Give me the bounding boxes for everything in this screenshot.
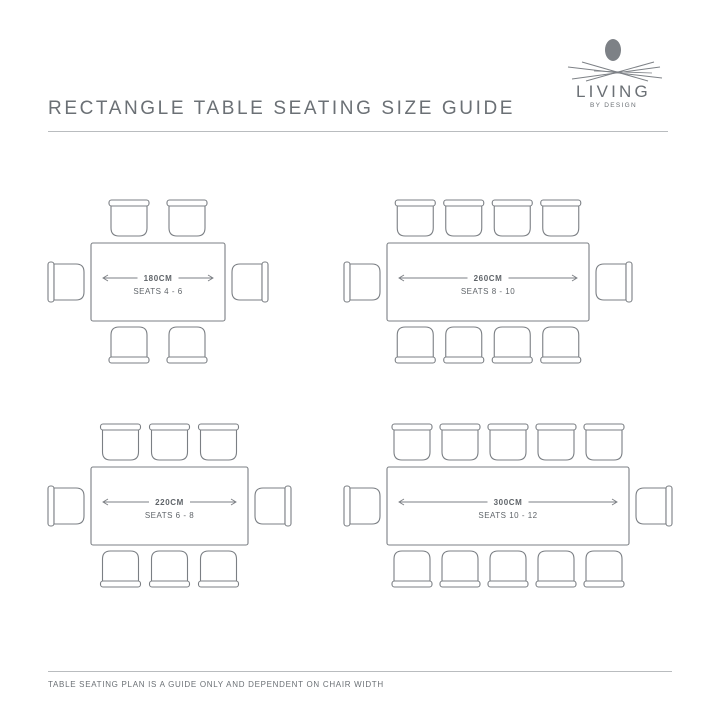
chair-top bbox=[444, 200, 484, 236]
table-size-label: 300CM bbox=[493, 498, 523, 507]
table-size-label: 220CM bbox=[155, 498, 184, 507]
chair-bottom bbox=[488, 551, 528, 587]
table-seats-label: SEATS 4 - 6 bbox=[133, 287, 183, 296]
chair-top bbox=[492, 200, 532, 236]
chair-end-right bbox=[596, 262, 632, 302]
chair-top bbox=[440, 424, 480, 460]
footer-divider bbox=[48, 671, 672, 672]
chair-top bbox=[150, 424, 190, 460]
chair-bottom bbox=[392, 551, 432, 587]
chair-top bbox=[392, 424, 432, 460]
chair-top bbox=[541, 200, 581, 236]
brand-name: LIVING bbox=[576, 82, 651, 101]
footer-note: TABLE SEATING PLAN IS A GUIDE ONLY AND DEPENDENT ON CHAIR WIDTH bbox=[48, 680, 384, 689]
chair-top bbox=[536, 424, 576, 460]
chair-top bbox=[199, 424, 239, 460]
table-group-180cm bbox=[48, 200, 268, 363]
chair-top bbox=[167, 200, 207, 236]
table-group-300cm bbox=[344, 424, 672, 587]
chair-bottom bbox=[150, 551, 190, 587]
chair-bottom bbox=[440, 551, 480, 587]
chair-top bbox=[395, 200, 435, 236]
chair-bottom bbox=[541, 327, 581, 363]
chair-end-right bbox=[255, 486, 291, 526]
page-title: RECTANGLE TABLE SEATING SIZE GUIDE bbox=[48, 98, 516, 119]
table-seats-label: SEATS 10 - 12 bbox=[478, 511, 538, 520]
chair-bottom bbox=[444, 327, 484, 363]
chair-bottom bbox=[101, 551, 141, 587]
chair-bottom bbox=[492, 327, 532, 363]
chair-end-left bbox=[48, 486, 84, 526]
chair-end-left bbox=[48, 262, 84, 302]
chair-bottom bbox=[199, 551, 239, 587]
chair-end-left bbox=[344, 262, 380, 302]
chair-top bbox=[109, 200, 149, 236]
brand-tagline: BY DESIGN bbox=[590, 102, 637, 109]
chair-bottom bbox=[109, 327, 149, 363]
chair-bottom bbox=[536, 551, 576, 587]
chair-end-right bbox=[636, 486, 672, 526]
table-size-label: 260CM bbox=[473, 274, 503, 283]
table-group-260cm bbox=[344, 200, 632, 363]
chair-end-right bbox=[232, 262, 268, 302]
table-group-220cm bbox=[48, 424, 291, 587]
table-seats-label: SEATS 6 - 8 bbox=[144, 511, 195, 520]
table-seats-label: SEATS 8 - 10 bbox=[460, 287, 516, 296]
table-size-label: 180CM bbox=[143, 274, 173, 283]
chair-top bbox=[584, 424, 624, 460]
chair-top bbox=[101, 424, 141, 460]
chair-bottom bbox=[167, 327, 207, 363]
chair-bottom bbox=[584, 551, 624, 587]
chair-bottom bbox=[395, 327, 435, 363]
chair-top bbox=[488, 424, 528, 460]
chair-end-left bbox=[344, 486, 380, 526]
